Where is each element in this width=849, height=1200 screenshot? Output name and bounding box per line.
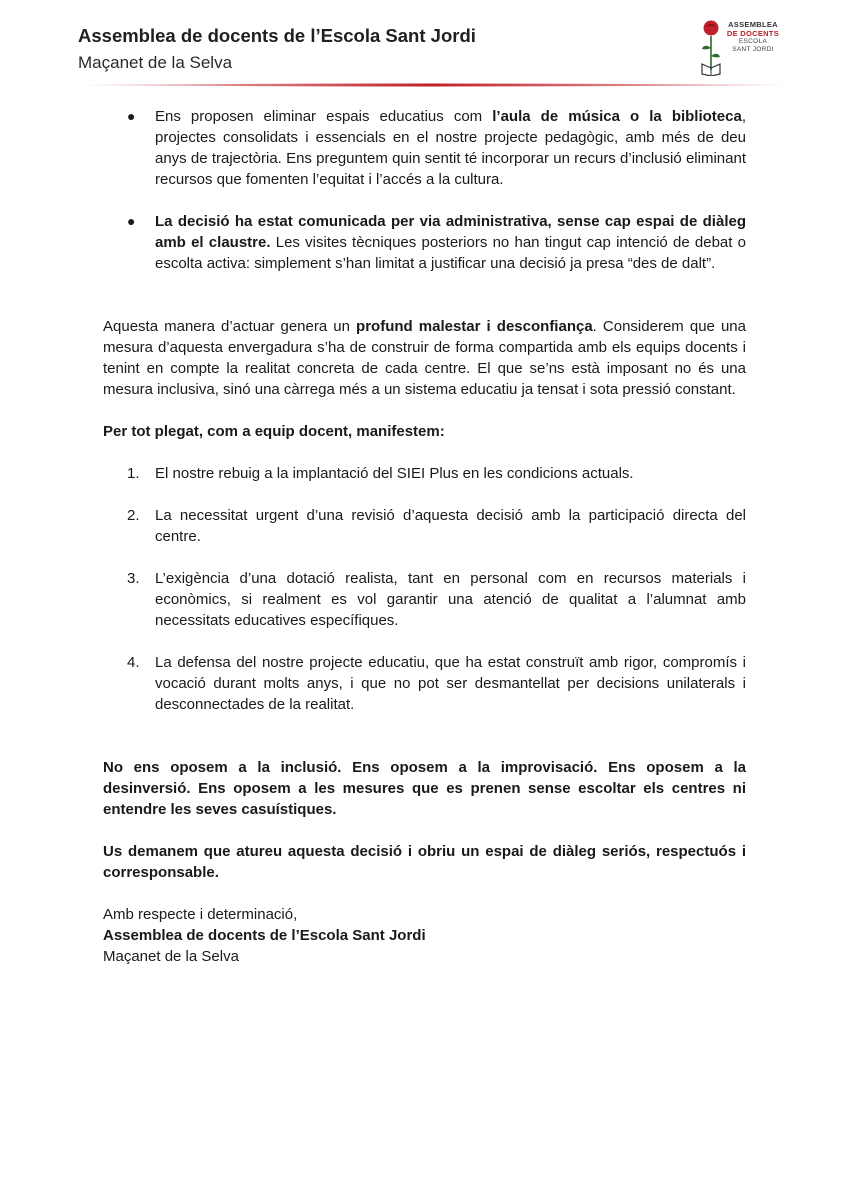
logo-line-4: SANT JORDI [732, 46, 774, 53]
bullet-icon: ● [127, 108, 136, 124]
signature-greeting: Amb respecte i determinació, [103, 906, 298, 923]
numbered-item [103, 568, 746, 631]
numbered-item [103, 505, 746, 547]
closing-text: Us demanem que atureu aquesta decisió i obriu un espai de diàleg seriós, respectuós i corresponsable. [103, 843, 746, 881]
item-text: La necessitat urgent d’una revisió d’aquesta decisió amb la participació directa del centre. [155, 507, 746, 545]
bullet-text: , projectes consolidats i essencials en el nostre projecte pedagògic, amb més de deu anys de trajectòria. Ens preguntem quin sentit té incorporar un recurs d’inclusió eliminant recursos que fomenten l’equitat i l’accés a la cultura. [155, 108, 747, 188]
lead-text: Per tot plegat, com a equip docent, manifestem: [103, 423, 445, 440]
logo-line-1: ASSEMBLEA [728, 20, 778, 29]
header-title: Assemblea de docents de l’Escola Sant Jordi [78, 25, 476, 46]
item-number: 2. [127, 507, 140, 524]
logo-line-2: DE DOCENTS [726, 29, 780, 38]
closing-text: No ens oposem a la inclusió. Ens oposem a la improvisació. Ens oposem a la desinversió. Ens oposem a les mesures que es prenen sense escoltar els centres ni entendre les seves casuístiques. [103, 759, 746, 818]
header-subtitle: Maçanet de la Selva [78, 53, 233, 72]
logo-line-3: ESCOLA [738, 38, 768, 45]
paragraph-text: . Considerem que una mesura d’aquesta envergadura s’ha de construir de forma compartida amb els equips docents i tenint en compte la realitat concreta de cada centre. El que se’ns està imposant no és una mesura inclusiva, sinó una càrrega més a un sistema educatiu ja tensat i sota pressió constant. [103, 318, 746, 398]
item-text: El nostre rebuig a la implantació del SIEI Plus en les condicions actuals. [155, 465, 634, 482]
header-divider [78, 82, 786, 88]
school-logo [700, 18, 790, 78]
bullet-bold-text: l’aula de música o la biblioteca [492, 108, 742, 125]
lead-statement [103, 421, 746, 442]
closing-request [103, 841, 746, 883]
bullet-text: Ens proposen eliminar espais educatius com [155, 108, 493, 125]
closing-statement [103, 757, 746, 820]
bullet-text: Les visites tècniques posteriors no han tingut cap intenció de debat o escolta activa: simplement s’han limitat a justificar una decisió ja presa “des de dalt”. [155, 234, 747, 272]
signature-place: Maçanet de la Selva [103, 948, 239, 965]
bullet-item [103, 211, 746, 274]
item-text: La defensa del nostre projecte educatiu, que ha estat construït amb rigor, compromís i vocació durant molts anys, i que no pot ser desmantellat per decisions unilaterals i desconnectades de la realitat. [155, 654, 746, 713]
document-header [78, 24, 778, 75]
item-number: 1. [127, 465, 140, 482]
paragraph [103, 316, 746, 400]
numbered-item [103, 463, 746, 484]
signature-org: Assemblea de docents de l’Escola Sant Jordi [103, 927, 426, 944]
letter-body [103, 106, 746, 967]
item-number: 3. [127, 570, 140, 587]
bullet-item [103, 106, 746, 190]
numbered-item [103, 652, 746, 715]
item-text: L’exigència d’una dotació realista, tant en personal com en recursos materials i econòmics, si realment es vol garantir una atenció de qualitat a l’alumnat amb necessitats educatives específiques. [155, 570, 746, 629]
paragraph-text: Aquesta manera d’actuar genera un [103, 318, 357, 335]
bullet-icon: ● [127, 213, 136, 229]
item-number: 4. [127, 654, 140, 671]
paragraph-bold-text: profund malestar i desconfiança [356, 318, 593, 335]
logo-wordmark [718, 20, 788, 54]
signature-block [103, 904, 746, 967]
bullet-bold-text: La decisió ha estat comunicada per via administrativa, sense cap espai de diàleg amb el claustre. [155, 213, 746, 251]
